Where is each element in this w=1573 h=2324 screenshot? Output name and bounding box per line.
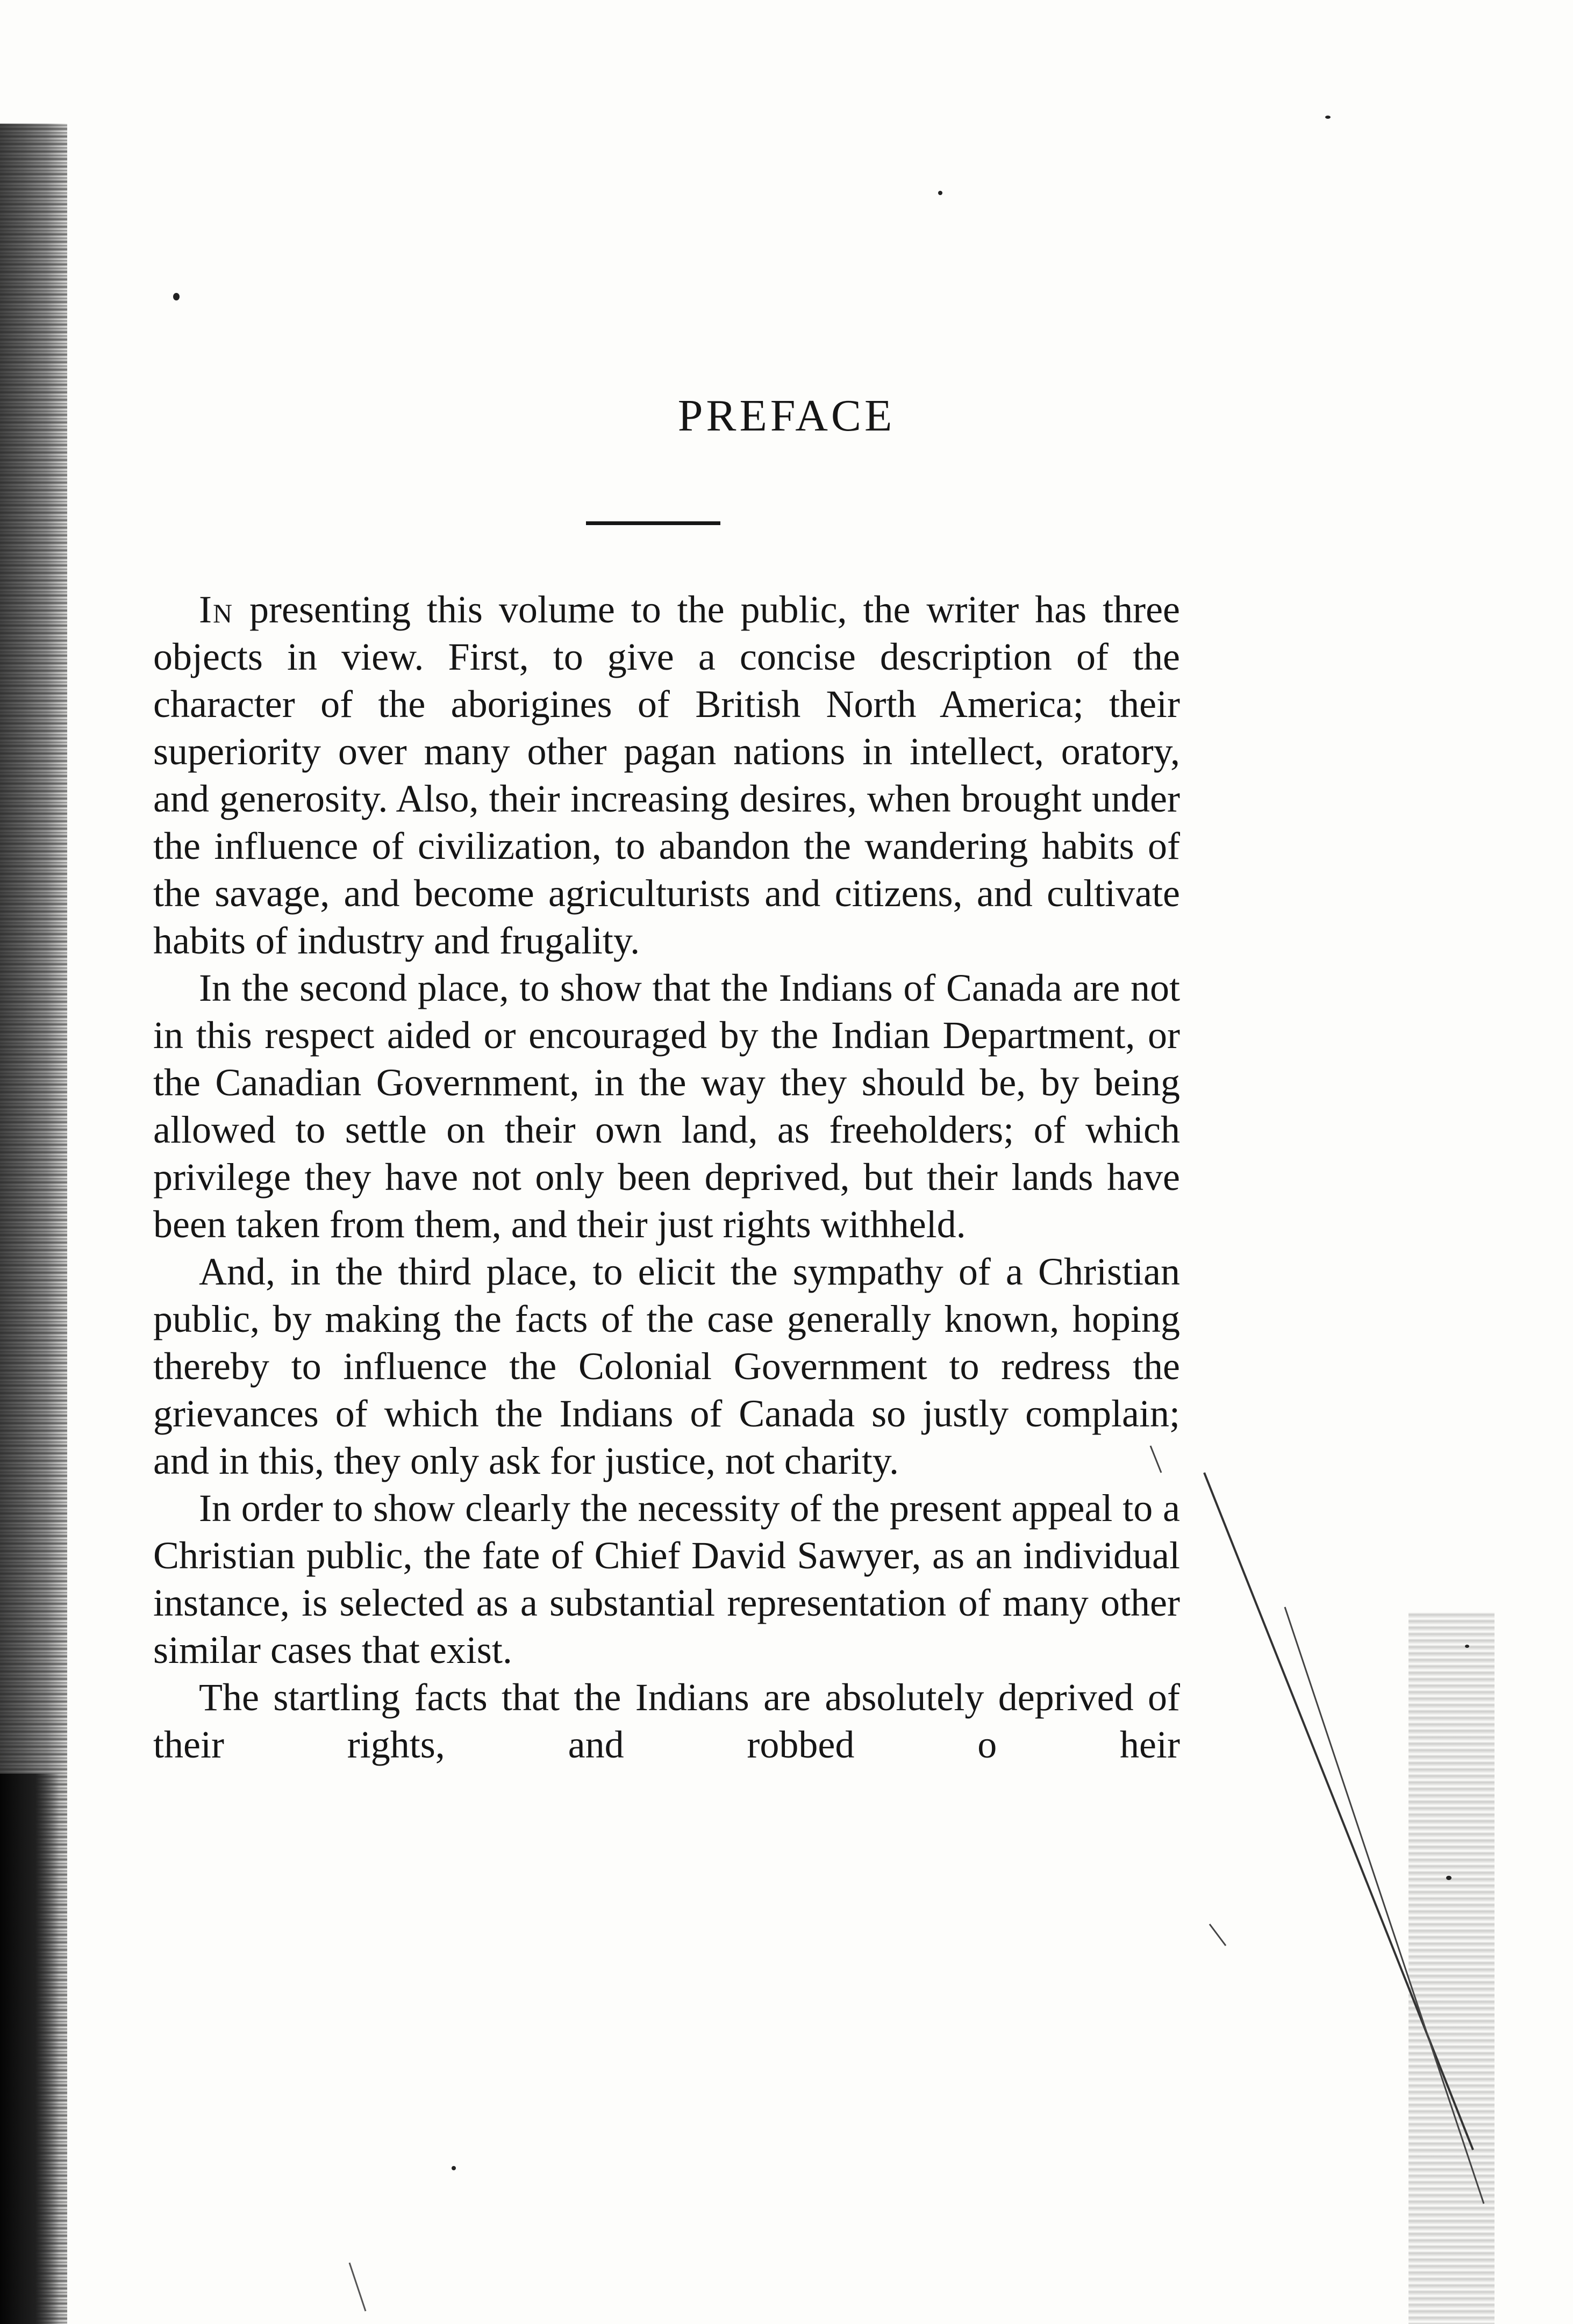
scan-line bbox=[1210, 1924, 1226, 1946]
page-edge-right bbox=[1408, 1612, 1495, 2324]
paragraph-3: And, in the third place, to elicit the sympathy of a Christian public, by making the facts of the case generally known, hoping thereby to influence the Colonial Government to redress the grievances of which the Indians of Canada so justly complain; and in this, they only ask for justice, not charity. bbox=[153, 1250, 1180, 1482]
paragraph-5: The startling facts that the Indians are absolutely deprived of their rights, and robbed o heir bbox=[153, 1676, 1180, 1766]
speck bbox=[452, 2166, 456, 2170]
scan-line bbox=[349, 2263, 366, 2311]
speck bbox=[1325, 116, 1331, 119]
speck bbox=[1446, 1876, 1452, 1880]
paragraph-1-text: presenting this volume to the public, the writer has three objects in view. First, to give a concise description of the character of the aborigines of British North America; their superiority over many other pagan nations in intellect, oratory, and generosity. Also, their increasing desires, when brought under the influence of civilization, to abandon the wandering habits of the savage, and become agriculturists and citizens, and cultivate habits of industry and frugality. bbox=[153, 588, 1180, 962]
drop-lead-word: In bbox=[199, 588, 234, 631]
speck bbox=[1465, 1645, 1469, 1648]
page-title: PREFACE bbox=[677, 391, 896, 441]
speck bbox=[938, 191, 942, 195]
paragraph-2: In the second place, to show that the Indians of Canada are not in this respect aided or encouraged by the Indian Department, or the Canadian Government, in the way they should be, by being allowed to settle on their own land, as freeholders; of which privilege they have not only been deprived, but their lands have been taken from them, and their just rights withheld. bbox=[153, 966, 1180, 1246]
paragraph-4: In order to show clearly the necessity of the present appeal to a Christian public, the fate of Chief David Sawyer, as an individual instance, is selected as a substantial representation of many other similar cases that exist. bbox=[153, 1487, 1180, 1672]
paragraph-1 bbox=[153, 586, 1180, 964]
preface-body bbox=[153, 586, 1180, 1768]
binding-edge-dark bbox=[0, 1774, 59, 2324]
speck bbox=[173, 293, 180, 300]
title-rule bbox=[586, 521, 720, 525]
